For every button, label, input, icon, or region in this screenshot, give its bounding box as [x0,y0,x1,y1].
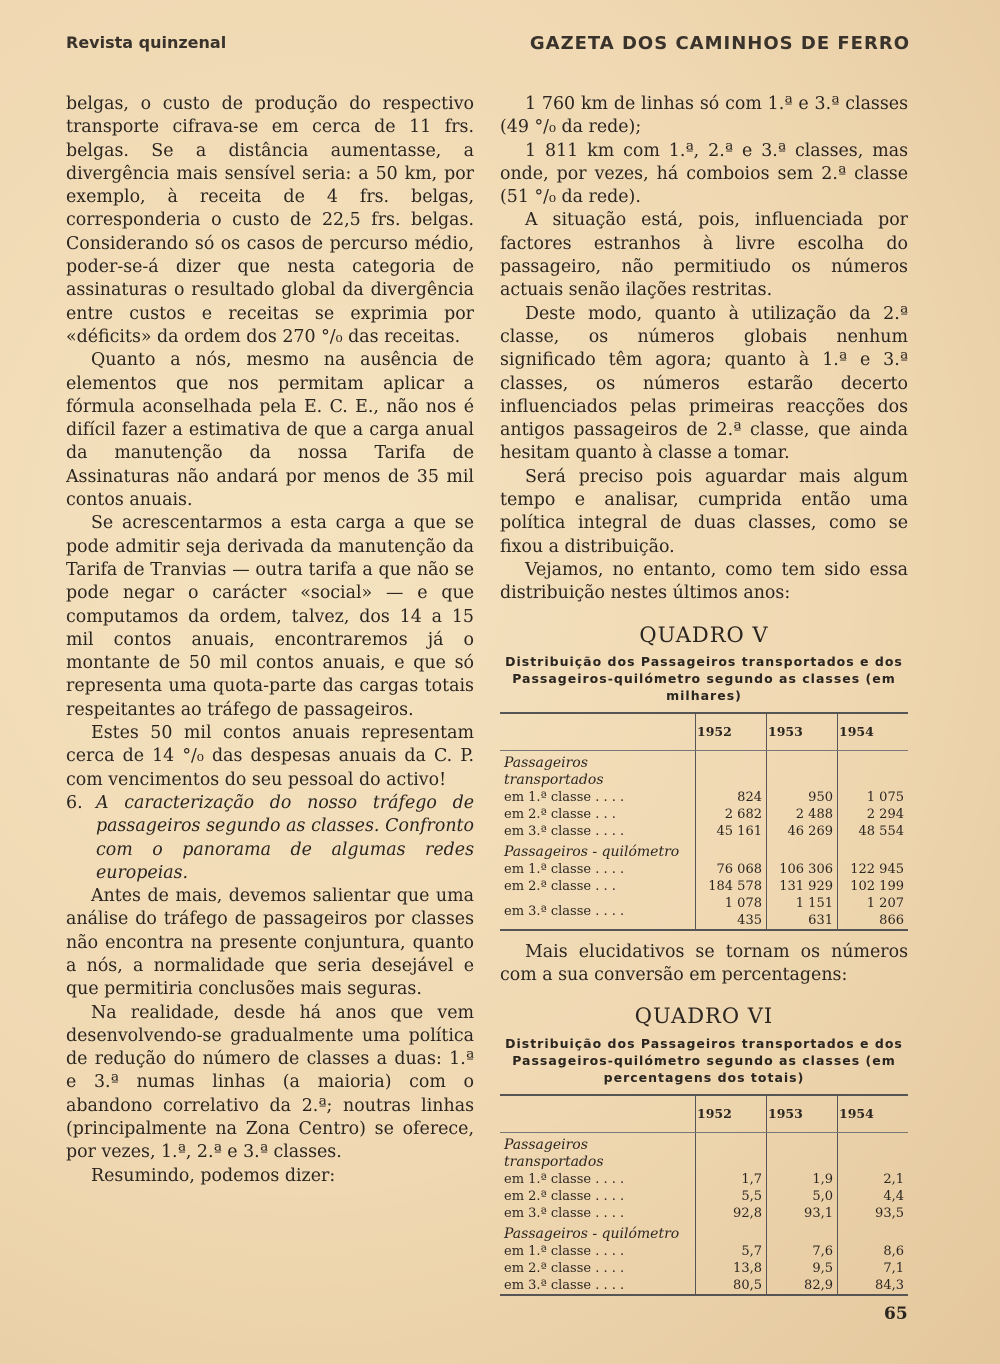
value-cell: 45 161 [696,823,767,840]
value-cell: 82,9 [767,1277,838,1295]
value-cell: 93,5 [838,1205,909,1222]
paragraph: Estes 50 mil contos anuais representam cerca de 14 °/₀ das despesas anuais da C. P. com vencimentos do seu pessoal do activo! [66,723,474,790]
value-cell: 5,5 [696,1188,767,1205]
empty-cell [696,840,767,861]
quadro-vi-title: QUADRO VI [634,1004,774,1029]
table-row [500,878,908,895]
value-cell: 92,8 [696,1205,767,1222]
group-row [500,750,908,789]
empty-cell [696,1132,767,1171]
value-cell: 950 [767,789,838,806]
value-cell: 824 [696,789,767,806]
paragraph: 1 811 km com 1.ª, 2.ª e 3.ª classes, mas onde, por vezes, há comboios sem 2.ª classe (51 °/₀ da rede). [500,140,908,208]
column-header-year: 1952 [696,1095,767,1133]
paragraph: belgas, o custo de produção do respectivo transporte cifrava-se em cerca de 11 frs. belgas. Se a distância aumentasse, a divergência mais sensível seria: a 50 km, por exemplo, à receita de 4 frs. belgas, corresponderia o custo de 22,5 frs. belgas. Considerando só os casos de percurso médio, poder-se-á dizer que nesta categoria de assinaturas o resultado global da divergência entre custos e receitas se exprimia por «déficits» da ordem dos 270 °/₀ das receitas. [66,94,474,347]
value-cell: 1,9 [767,1171,838,1188]
paragraph: A situação está, pois, influenciada por factores estranhos à livre escolha do passageiro, não permitiudo os números actuais senão ilações restritas. [500,210,908,301]
paragraph: Vejamos, no entanto, como tem sido essa distribuição nestes últimos anos: [500,559,908,604]
paragraph: Deste modo, quanto à utilização da 2.ª classe, os números globais nenhum significado têm agora; quanto à 1.ª e 3.ª classes, os números estarão decerto influenciados pelas primeiras reacções dos antigos passageiros de 2.ª classe, que ainda hesitam quanto à classe a tomar. [500,303,908,464]
column-header-year: 1954 [838,713,909,751]
row-label: em 2.ª classe . . . [504,878,616,894]
paragraph: Resumindo, podemos dizer: [91,1165,336,1186]
quadro-vi-subtitle: Distribuição dos Passageiros transportados e dos Passageiros-quilómetro segundo as classes (em percentagens dos totais) [505,1035,903,1085]
row-label: em 3.ª classe . . . . [504,823,625,839]
empty-cell [767,1222,838,1243]
value-cell: 80,5 [696,1277,767,1295]
group-label: Passageiros transportados [504,1136,604,1170]
column-header-year: 1952 [696,713,767,751]
value-cell: 106 306 [767,861,838,878]
paragraph: Quanto a nós, mesmo na ausência de elementos que nos permitam aplicar a fórmula aconselhada pela E. C. E., não nos é difícil fazer a estimativa de que a carga anual da manutenção da nossa Tarifa de Assinaturas não andará por menos de 35 mil contos anuais. [66,350,474,511]
value-cell: 93,1 [767,1205,838,1222]
value-cell: 13,8 [696,1260,767,1277]
table-row [500,1171,908,1188]
quadro-v-title: QUADRO V [639,622,769,647]
row-label: em 1.ª classe . . . . [504,789,625,805]
empty-cell [838,1132,909,1171]
value-cell: 7,1 [838,1260,909,1277]
section-title: A caracterização do nosso tráfego de passageiros segundo as classes. Confronto com o panorama de algumas redes europeias. [96,792,474,883]
row-label: em 1.ª classe . . . . [504,1171,625,1187]
value-cell: 1 151 631 [767,895,838,930]
value-cell: 84,3 [838,1277,909,1295]
value-cell: 5,7 [696,1243,767,1260]
running-head-title: GAZETA DOS CAMINHOS DE FERRO [529,33,910,54]
group-row [500,1132,908,1171]
empty-cell [696,1222,767,1243]
paragraph: Se acrescentarmos a esta carga a que se pode admitir seja derivada da manutenção da Tarifa de Tranvias — outra tarifa a que não se pode negar o carácter «social» — e que computamos da ordem, talvez, dos 14 a 15 mil contos anuais, encontraremos já o montante de 50 mil contos anuais, e que só representa uma quota-parte das cargas totais respeitantes ao tráfego de passageiros. [66,513,474,720]
row-label: em 2.ª classe . . . [504,806,616,822]
value-cell: 48 554 [838,823,909,840]
table-row [500,1243,908,1260]
row-label: em 2.ª classe . . . . [504,1188,625,1204]
table-row [500,806,908,823]
row-label: em 1.ª classe . . . . [504,1243,625,1259]
paragraph: Antes de mais, devemos salientar que uma análise do tráfego de passageiros por classes não encontra na presente conjuntura, quanto a nós, a normalidade que seria desejável e que permitiria conclusões mais seguras. [66,886,474,1000]
paragraph: Mais elucidativos se tornam os números com a sua conversão em percentagens: [500,941,908,986]
value-cell: 184 578 [696,878,767,895]
empty-cell [696,750,767,789]
column-header-year: 1953 [767,1095,838,1133]
empty-cell [838,840,909,861]
paragraph: Na realidade, desde há anos que vem desenvolvendo-se gradualmente uma política de redução do número de classes a duas: 1.ª e 3.ª numas linhas (a maioria) com o abandono correlativo da 2.ª; noutras linhas (principalmente na Zona Centro) se oferece, por vezes, 1.ª, 2.ª e 3.ª classes. [66,1002,474,1163]
page-number: 65 [884,1304,908,1324]
value-cell: 2,1 [838,1171,909,1188]
value-cell: 2 682 [696,806,767,823]
row-label: em 2.ª classe . . . . [504,1260,625,1276]
value-cell: 9,5 [767,1260,838,1277]
row-label: em 3.ª classe . . . . [500,895,696,930]
row-label: em 1.ª classe . . . . [504,861,625,877]
value-cell: 2 294 [838,806,909,823]
table-row [500,1260,908,1277]
value-cell: 1 075 [838,789,909,806]
left-column [66,93,474,1188]
value-cell: 1,7 [696,1171,767,1188]
table-row [500,1188,908,1205]
table-row [500,1205,908,1222]
paragraph: Será preciso pois aguardar mais algum tempo e analisar, cumprida então uma política integral de duas classes, como se fixou a distribuição. [500,466,908,557]
table-row [500,895,908,930]
quadro-vi-table [500,1094,908,1296]
section-number: 6. [66,792,83,813]
table-row [500,789,908,806]
right-column [500,93,908,1296]
header-blank [500,1095,696,1133]
value-cell: 122 945 [838,861,909,878]
row-label: em 3.ª classe . . . . [500,1277,696,1295]
empty-cell [767,840,838,861]
column-header-year: 1954 [838,1095,909,1133]
value-cell: 102 199 [838,878,909,895]
value-cell: 46 269 [767,823,838,840]
group-label: Passageiros transportados [504,754,604,788]
empty-cell [838,1222,909,1243]
group-row [500,840,908,861]
value-cell: 131 929 [767,878,838,895]
empty-cell [838,750,909,789]
group-row [500,1222,908,1243]
quadro-v-table [500,712,908,931]
table-header-row [500,713,908,751]
value-cell: 5,0 [767,1188,838,1205]
empty-cell [767,750,838,789]
value-cell: 2 488 [767,806,838,823]
value-cell: 1 207 866 [838,895,909,930]
running-head-left: Revista quinzenal [66,33,227,52]
group-label: Passageiros - quilómetro [504,1225,680,1242]
paragraph: 1 760 km de linhas só com 1.ª e 3.ª classes (49 °/₀ da rede); [500,94,908,138]
value-cell: 8,6 [838,1243,909,1260]
row-label: em 3.ª classe . . . . [504,1205,625,1221]
table-row [500,823,908,840]
value-cell: 4,4 [838,1188,909,1205]
table-header-row [500,1095,908,1133]
empty-cell [767,1132,838,1171]
group-label: Passageiros - quilómetro [504,843,680,860]
value-cell: 7,6 [767,1243,838,1260]
header-blank [500,713,696,751]
value-cell: 76 068 [696,861,767,878]
column-header-year: 1953 [767,713,838,751]
value-cell: 1 078 435 [696,895,767,930]
table-row [500,1277,908,1295]
section-heading [66,792,474,885]
table-row [500,861,908,878]
quadro-v-subtitle: Distribuição dos Passageiros transportados e dos Passageiros-quilómetro segundo as classes (em milhares) [505,653,903,703]
